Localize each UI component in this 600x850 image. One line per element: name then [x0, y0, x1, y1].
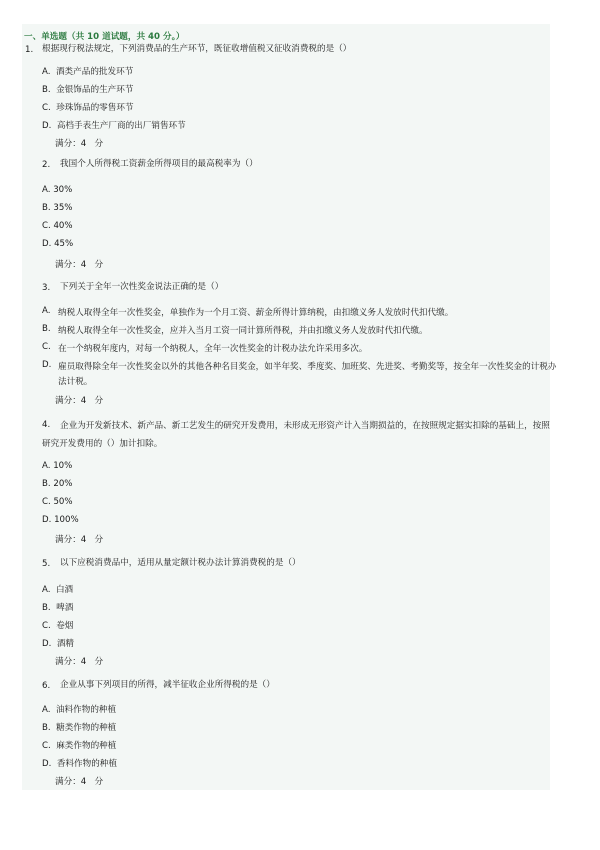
option-text: 30%: [53, 185, 73, 195]
option-text: 麻类作物的种植: [56, 741, 117, 751]
option-text: 糖类作物的种植: [56, 723, 117, 733]
option-label: D.: [42, 121, 52, 131]
score-line: [55, 655, 103, 667]
question-number: 3.: [42, 283, 51, 293]
option-label: B.: [42, 723, 51, 733]
option-text: 100%: [54, 515, 79, 525]
option-label: C.: [42, 103, 51, 113]
option-d[interactable]: [42, 757, 117, 769]
option-b[interactable]: [42, 721, 116, 733]
option-text: 白酒: [55, 585, 74, 595]
option-c[interactable]: [42, 739, 116, 751]
option-d[interactable]: [42, 239, 73, 249]
score-unit: 分: [94, 657, 104, 667]
score-label: 满分：: [55, 657, 81, 667]
option-d[interactable]: [42, 515, 79, 525]
score-label: 满分：: [55, 396, 81, 406]
question-number: 4.: [42, 420, 51, 430]
option-label: C.: [42, 342, 51, 352]
option-label: A.: [42, 705, 51, 715]
option-text: 油料作物的种植: [55, 705, 117, 715]
option-label: C.: [42, 741, 51, 751]
score-unit: 分: [94, 535, 104, 545]
option-label: D.: [42, 360, 52, 370]
option-text: 金银饰品的生产环节: [56, 85, 134, 95]
option-label: A.: [42, 461, 51, 471]
option-label: C.: [42, 221, 51, 231]
option-text: 10%: [53, 461, 73, 471]
option-label: A.: [42, 585, 51, 595]
option-text: 35%: [53, 203, 73, 213]
option-text: 高档手表生产厂商的出厂销售环节: [56, 121, 186, 131]
option-label: C.: [42, 497, 51, 507]
question-text: 下列关于全年一次性奖金说法正确的是（）: [60, 282, 224, 292]
score-line: [55, 137, 103, 149]
option-c[interactable]: [42, 619, 73, 631]
option-label: B.: [42, 324, 51, 334]
score-unit: 分: [94, 260, 104, 270]
option-d[interactable]: [42, 637, 74, 649]
option-label: B.: [42, 203, 51, 213]
option-label: A.: [42, 185, 51, 195]
score-unit: 分: [94, 396, 104, 406]
option-label: A.: [42, 306, 51, 316]
question-text: 以下应税消费品中，适用从量定额计税办法计算消费税的是（）: [60, 558, 301, 568]
score-value: 4: [80, 260, 87, 270]
score-line: [55, 258, 103, 270]
score-value: 4: [80, 777, 87, 787]
section-title: 一、单选题（共 10 道试题，共 40 分。）: [24, 32, 185, 42]
option-c[interactable]: [42, 221, 73, 231]
option-text: 纳税人取得全年一次性奖金，单独作为一个月工资、薪金所得计算纳税，由扣缴义务人发放时代扣代缴。: [58, 308, 454, 318]
option-b[interactable]: [42, 83, 133, 95]
option-b[interactable]: [42, 203, 72, 213]
score-line: [55, 775, 103, 787]
score-label: 满分：: [55, 139, 81, 149]
option-label: B.: [42, 603, 51, 613]
option-b[interactable]: [42, 479, 72, 489]
option-text: 40%: [53, 221, 73, 231]
score-label: 满分：: [55, 535, 81, 545]
option-a[interactable]: [42, 461, 72, 471]
question-number: 6.: [42, 681, 51, 691]
option-a[interactable]: [42, 185, 72, 195]
option-text: 酒类产品的批发环节: [55, 67, 134, 77]
question-text: 根据现行税法规定，下列消费品的生产环节，既征收增值税又征收消费税的是（）: [42, 44, 352, 54]
question-number: 1.: [25, 45, 34, 55]
option-label: A.: [42, 67, 51, 77]
score-label: 满分：: [55, 260, 81, 270]
option-text: 啤酒: [56, 603, 74, 613]
question-number: 2.: [42, 160, 51, 170]
option-text: 50%: [53, 497, 73, 507]
question-text: 我国个人所得税工资薪金所得项目的最高税率为（）: [60, 159, 258, 169]
score-value: 4: [80, 535, 87, 545]
score-line: [55, 533, 103, 545]
option-label: C.: [42, 621, 51, 631]
question-number: 5.: [42, 559, 51, 569]
option-c[interactable]: [42, 101, 134, 113]
option-label: D.: [42, 239, 52, 249]
score-unit: 分: [94, 139, 104, 149]
option-text: 20%: [53, 479, 73, 489]
option-label: B.: [42, 85, 51, 95]
option-text: 卷烟: [56, 621, 74, 631]
option-text: 珍珠饰品的零售环节: [56, 103, 134, 113]
question-text: 企业从事下列项目的所得，减半征收企业所得税的是（）: [60, 680, 275, 690]
score-value: 4: [80, 396, 87, 406]
option-text: 在一个纳税年度内，对每一个纳税人，全年一次性奖金的计税办法允许采用多次。: [58, 344, 368, 354]
option-text: 纳税人取得全年一次性奖金，应并入当月工资一同计算所得税，并由扣缴义务人发放时代扣代缴。: [58, 326, 428, 336]
option-text: 酒精: [56, 639, 75, 649]
option-c[interactable]: [42, 497, 73, 507]
option-a[interactable]: [42, 703, 116, 715]
question-text: 企业为开发新技术、新产品、新工艺发生的研究开发费用，未形成无形资产计入当期损益的，在按照规定据实扣除的基础上，按照研究开发费用的（）加计扣除。: [42, 421, 550, 449]
score-line: [55, 394, 103, 406]
option-label: D.: [42, 639, 52, 649]
score-label: 满分：: [55, 777, 81, 787]
score-value: 4: [80, 139, 87, 149]
option-label: D.: [42, 759, 52, 769]
option-text: 雇员取得除全年一次性奖金以外的其他各种名目奖金，如半年奖、季度奖、加班奖、先进奖、考勤奖等，按全年一次性奖金的计税办法计税。: [58, 362, 557, 387]
option-b[interactable]: [42, 601, 73, 613]
option-text: 45%: [54, 239, 74, 249]
option-label: D.: [42, 515, 52, 525]
score-unit: 分: [94, 777, 104, 787]
option-text: 香料作物的种植: [56, 759, 117, 769]
option-label: B.: [42, 479, 51, 489]
option-d[interactable]: [42, 119, 186, 131]
score-value: 4: [80, 657, 87, 667]
option-a[interactable]: [42, 583, 73, 595]
option-a[interactable]: [42, 65, 133, 77]
